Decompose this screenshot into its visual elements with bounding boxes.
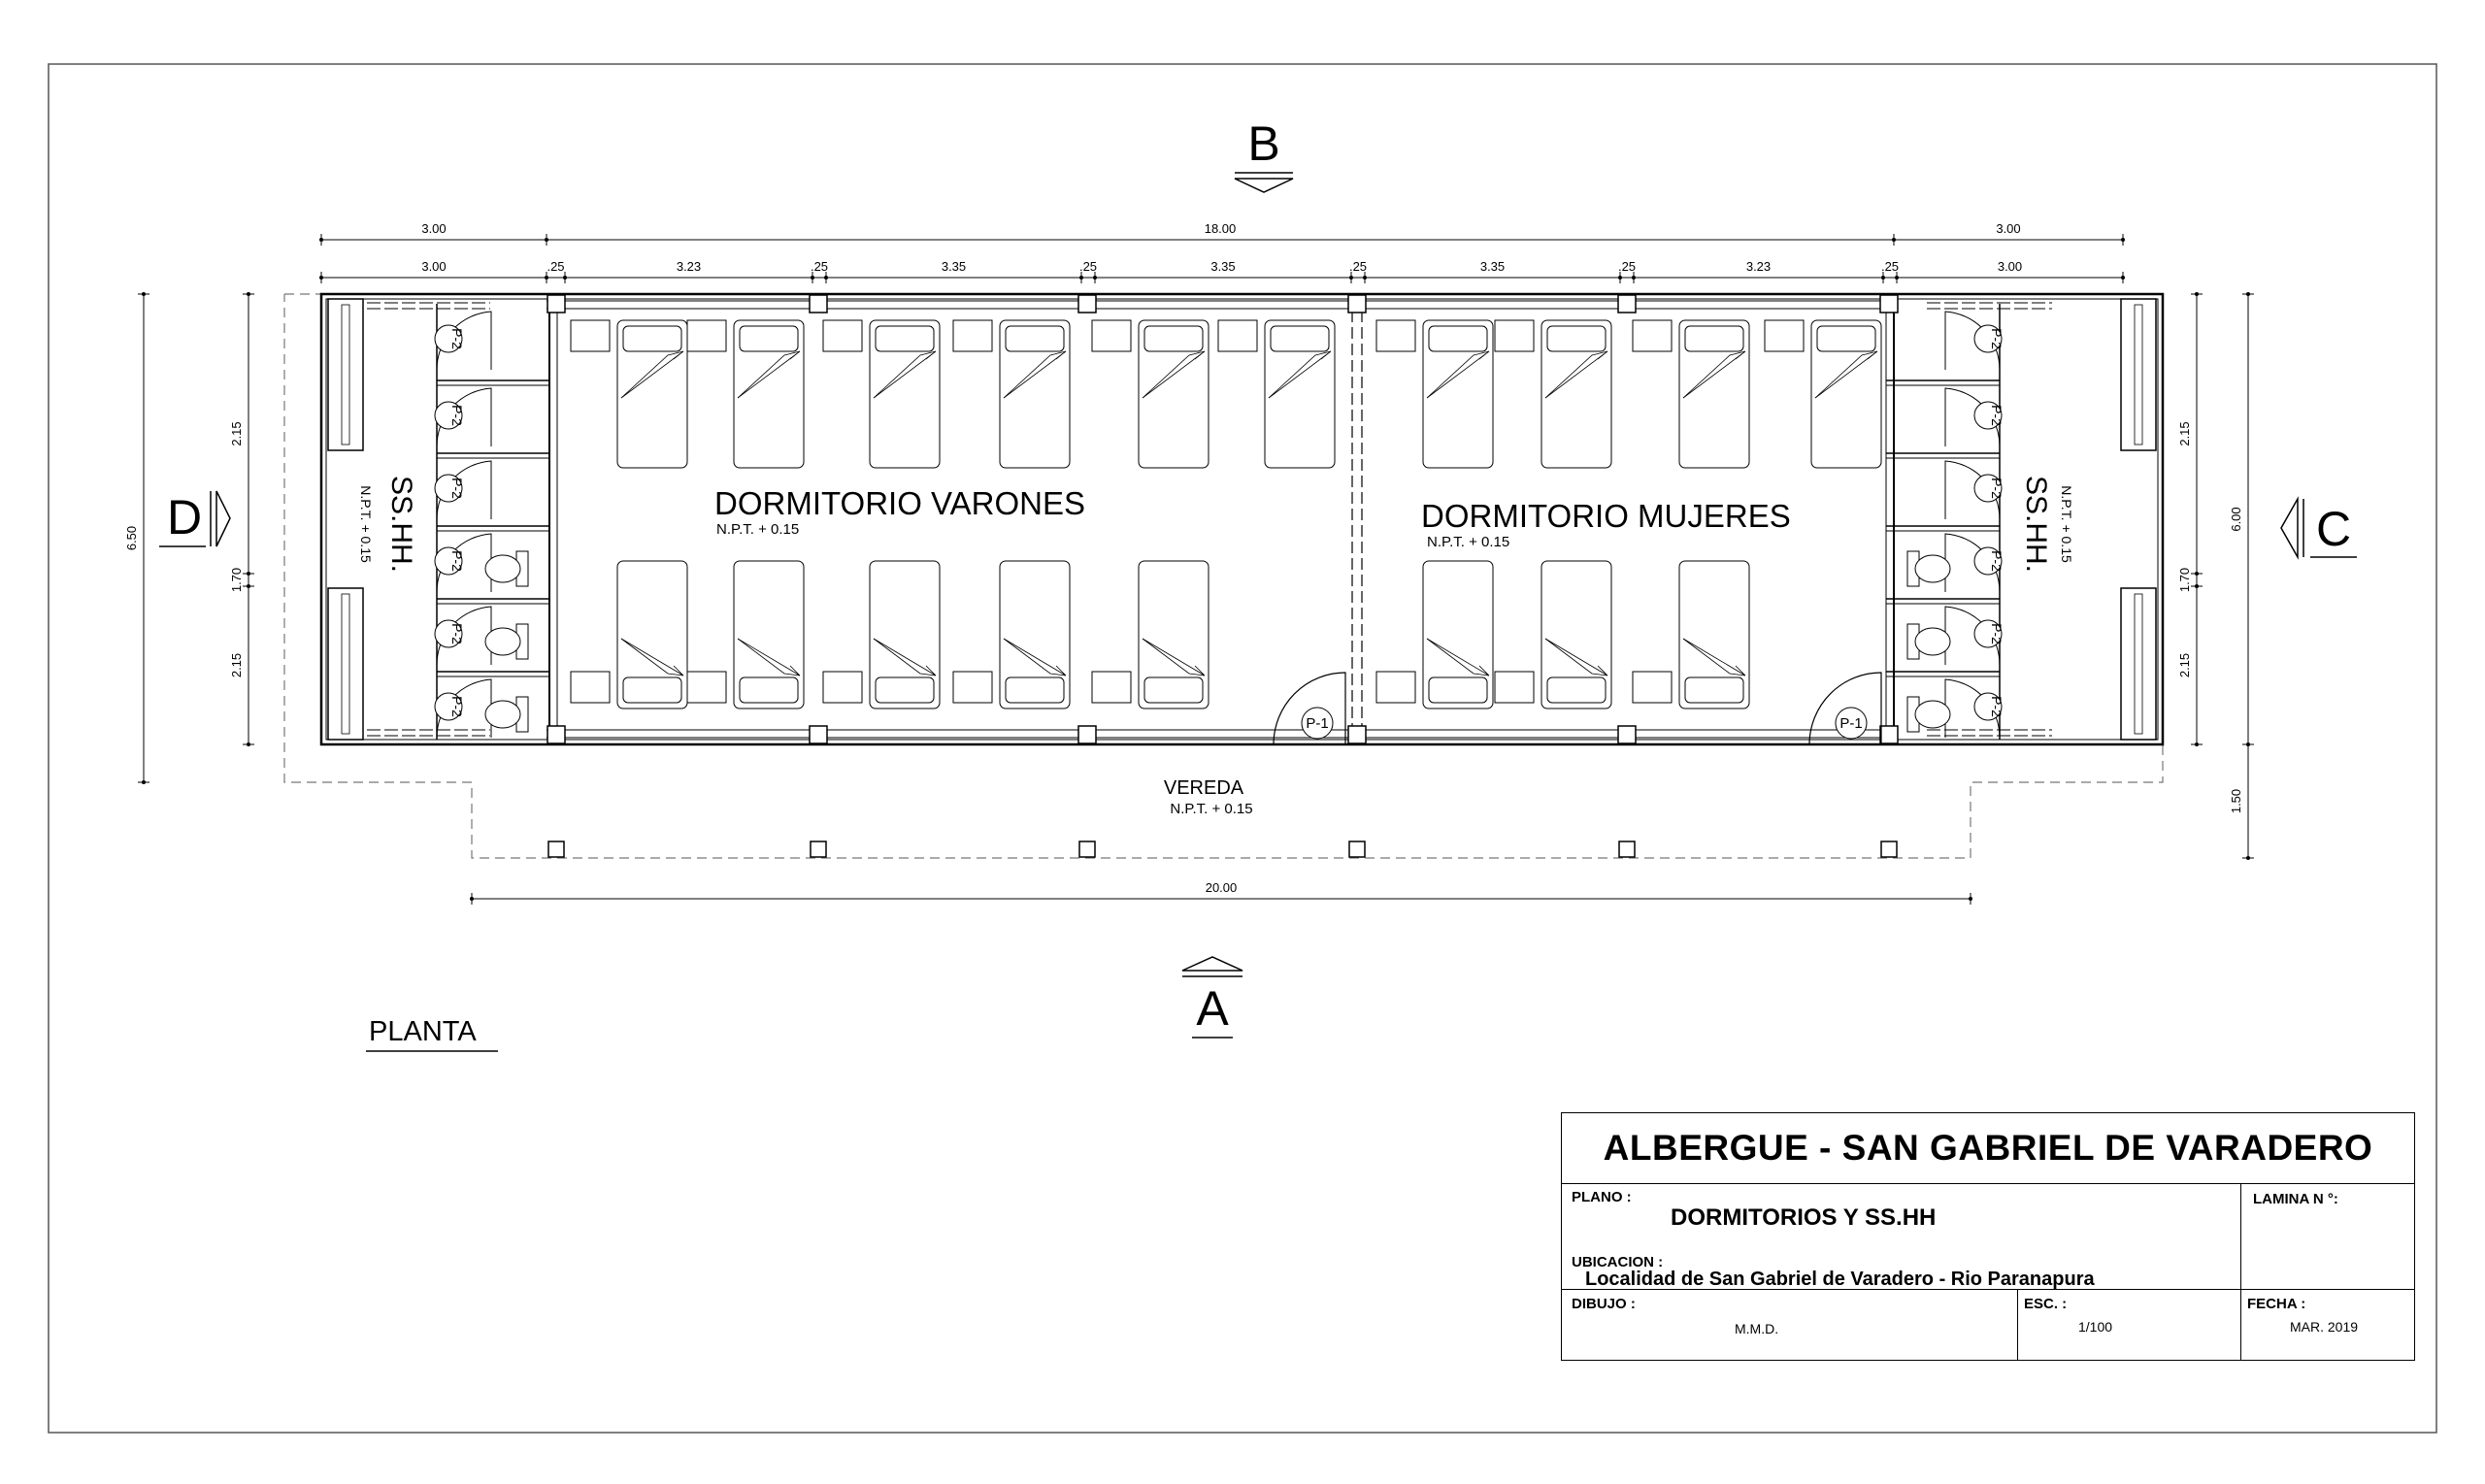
dimension-dot xyxy=(1881,276,1885,280)
dimension-text: 3.23 xyxy=(676,259,702,274)
dimension-text: 2.15 xyxy=(2177,421,2192,446)
dimension-text: 3.35 xyxy=(941,259,967,274)
bed xyxy=(1495,561,1611,709)
bed xyxy=(1376,561,1493,709)
plano-label: PLANO : xyxy=(1572,1189,1632,1205)
column xyxy=(547,726,565,743)
door-tag-stall: P-2 xyxy=(449,478,465,499)
fecha-cell xyxy=(2241,1290,2414,1360)
column xyxy=(1348,726,1366,743)
dimension-text: .25 xyxy=(1617,259,1637,274)
bed xyxy=(1633,320,1749,468)
column xyxy=(548,841,564,857)
dimension-text: 2.15 xyxy=(229,652,244,678)
door-tag: P-1 xyxy=(1839,715,1863,732)
dimension-dot xyxy=(470,897,474,901)
column xyxy=(1079,841,1095,857)
bed xyxy=(823,320,940,468)
door-tag-stall: P-2 xyxy=(449,328,465,349)
door-tag-stall: P-2 xyxy=(449,623,465,644)
dimension-dot xyxy=(1895,276,1899,280)
dimension-dot xyxy=(2195,584,2199,588)
column xyxy=(1619,841,1635,857)
ubicacion-cell xyxy=(1562,1255,2241,1290)
toilet-bowl xyxy=(485,555,520,582)
room-level-mujeres: N.P.T. + 0.15 xyxy=(1427,534,1510,550)
dimension-text: 3.00 xyxy=(421,259,447,274)
room-level-varones: N.P.T. + 0.15 xyxy=(716,521,800,538)
escala-value: 1/100 xyxy=(2078,1319,2113,1335)
column xyxy=(1618,726,1636,743)
toilet-bowl xyxy=(1915,555,1950,582)
dimension-text: .25 xyxy=(547,259,565,274)
dimension-dot xyxy=(2121,276,2125,280)
dimension-dot xyxy=(247,742,250,746)
door-tag-stall: P-2 xyxy=(449,405,465,426)
dimension-dot xyxy=(1892,238,1896,242)
dimension-dot xyxy=(1349,276,1353,280)
bed xyxy=(687,320,804,468)
dimension-dot xyxy=(247,584,250,588)
dimension-text: 3.00 xyxy=(1997,259,2023,274)
section-marker-d xyxy=(159,490,230,546)
plano-cell xyxy=(1562,1183,2241,1255)
dimension-text: 2.15 xyxy=(2177,652,2192,678)
plano-value: DORMITORIOS Y SS.HH xyxy=(1671,1204,1937,1231)
dimension-text: 3.00 xyxy=(421,221,447,236)
bed xyxy=(1092,320,1209,468)
door-tag-stall: P-2 xyxy=(1989,478,2005,499)
dimension-dot xyxy=(1618,276,1622,280)
bed xyxy=(1495,320,1611,468)
dimension-text: .25 xyxy=(1078,259,1098,274)
dimension-dot xyxy=(563,276,567,280)
dibujo-label: DIBUJO : xyxy=(1572,1296,1636,1312)
dibujo-value: M.M.D. xyxy=(1735,1321,1779,1336)
column xyxy=(810,726,827,743)
toilet-bowl xyxy=(485,628,520,655)
room-label-varones: DORMITORIO VARONES xyxy=(714,485,1085,521)
ubicacion-label: UBICACION : xyxy=(1572,1254,1664,1270)
room-level-sshh-right: N.P.T. + 0.15 xyxy=(2059,485,2074,563)
dimension-dot xyxy=(1969,897,1972,901)
dimension-dot xyxy=(247,292,250,296)
bed xyxy=(1633,561,1749,709)
bed xyxy=(687,561,804,709)
toilet-bowl xyxy=(485,701,520,728)
dimension-text: 1.50 xyxy=(2229,788,2243,814)
dimension-dot xyxy=(2121,238,2125,242)
dimension-dot xyxy=(319,276,323,280)
dimension-text: 3.23 xyxy=(1745,259,1772,274)
section-marker-c xyxy=(2281,499,2357,557)
dimension-dot xyxy=(142,292,146,296)
section-marker-a xyxy=(1182,957,1242,1038)
bed xyxy=(823,561,940,709)
bed xyxy=(571,320,687,468)
ubicacion-value: Localidad de San Gabriel de Varadero - Rio Paranapura xyxy=(1585,1269,2095,1290)
dimension-text: 6.00 xyxy=(2229,507,2243,532)
column xyxy=(811,841,826,857)
fecha-value: MAR. 2019 xyxy=(2290,1319,2359,1335)
column xyxy=(547,295,565,313)
column xyxy=(1078,726,1096,743)
title-block xyxy=(1561,1112,2415,1361)
dimension-text: 18.00 xyxy=(1204,221,1237,236)
bed xyxy=(571,561,687,709)
escala-cell xyxy=(2018,1290,2241,1360)
door-tag-stall: P-2 xyxy=(449,696,465,717)
column xyxy=(1880,295,1898,313)
dimension-text: 20.00 xyxy=(1205,880,1238,895)
column xyxy=(1618,295,1636,313)
lamina-cell xyxy=(2241,1183,2414,1290)
dimension-dot xyxy=(2246,856,2250,860)
dimension-text: 3.35 xyxy=(1479,259,1506,274)
door-p1-mujeres xyxy=(1809,673,1881,744)
column xyxy=(1881,841,1897,857)
dimension-dot xyxy=(2195,742,2199,746)
svg-text:B: B xyxy=(1247,116,1280,171)
dibujo-cell xyxy=(1562,1290,2018,1360)
door-tag-stall: P-2 xyxy=(1989,623,2005,644)
bed xyxy=(1376,320,1493,468)
column xyxy=(1348,295,1366,313)
door-tag-stall: P-2 xyxy=(1989,328,2005,349)
bed xyxy=(953,320,1070,468)
svg-text:D: D xyxy=(166,490,203,544)
escala-label: ESC. : xyxy=(2024,1296,2068,1312)
dimension-dot xyxy=(1363,276,1367,280)
room-level-sshh-left: N.P.T. + 0.15 xyxy=(358,485,374,563)
door-tag: P-1 xyxy=(1306,715,1329,732)
svg-text:C: C xyxy=(2315,502,2352,556)
bed xyxy=(1092,561,1209,709)
dimension-dot xyxy=(1079,276,1083,280)
section-marker-b xyxy=(1235,116,1293,192)
dimension-text: .25 xyxy=(810,259,829,274)
column xyxy=(1349,841,1365,857)
dimension-dot xyxy=(1093,276,1097,280)
dimension-dot xyxy=(1632,276,1636,280)
dimension-dot xyxy=(2246,292,2250,296)
room-label-sshh-left: SS.HH. xyxy=(385,475,417,574)
dimension-text: 3.35 xyxy=(1210,259,1236,274)
dimension-text: 1.70 xyxy=(229,567,244,593)
room-label-vereda: VEREDA xyxy=(1163,777,1244,799)
door-tag-stall: P-2 xyxy=(1989,550,2005,572)
door-p1-varones xyxy=(1274,673,1345,744)
project-title: ALBERGUE - SAN GABRIEL DE VARADERO xyxy=(1562,1113,2414,1184)
dimension-dot xyxy=(319,238,323,242)
dimension-text: 6.50 xyxy=(124,525,139,551)
fecha-label: FECHA : xyxy=(2247,1296,2306,1312)
room-level-vereda: N.P.T. + 0.15 xyxy=(1170,801,1253,817)
dimension-dot xyxy=(545,238,548,242)
room-label-sshh-right: SS.HH. xyxy=(2020,475,2052,574)
door-tag-stall: P-2 xyxy=(1989,696,2005,717)
dimension-dot xyxy=(811,276,814,280)
dimension-text: 2.15 xyxy=(229,421,244,446)
bed xyxy=(1218,320,1335,468)
dimension-text: 3.00 xyxy=(1996,221,2021,236)
view-label: PLANTA xyxy=(369,1016,477,1047)
svg-text:A: A xyxy=(1196,981,1229,1036)
toilet-bowl xyxy=(1915,628,1950,655)
dimension-dot xyxy=(824,276,828,280)
dimension-text: .25 xyxy=(1880,259,1900,274)
dimension-dot xyxy=(247,572,250,576)
dimension-dot xyxy=(2246,742,2250,746)
room-label-mujeres: DORMITORIO MUJERES xyxy=(1421,498,1791,534)
bed xyxy=(1765,320,1881,468)
dimension-text: 1.70 xyxy=(2177,567,2192,593)
door-tag-stall: P-2 xyxy=(449,550,465,572)
lamina-label: LAMINA N °: xyxy=(2253,1191,2338,1207)
dimension-dot xyxy=(2195,572,2199,576)
column xyxy=(1078,295,1096,313)
dimension-dot xyxy=(2195,292,2199,296)
dimension-dot xyxy=(545,276,548,280)
dimension-text: .25 xyxy=(1348,259,1368,274)
column xyxy=(810,295,827,313)
column xyxy=(1880,726,1898,743)
dimension-dot xyxy=(142,780,146,784)
door-tag-stall: P-2 xyxy=(1989,405,2005,426)
toilet-bowl xyxy=(1915,701,1950,728)
bed xyxy=(953,561,1070,709)
